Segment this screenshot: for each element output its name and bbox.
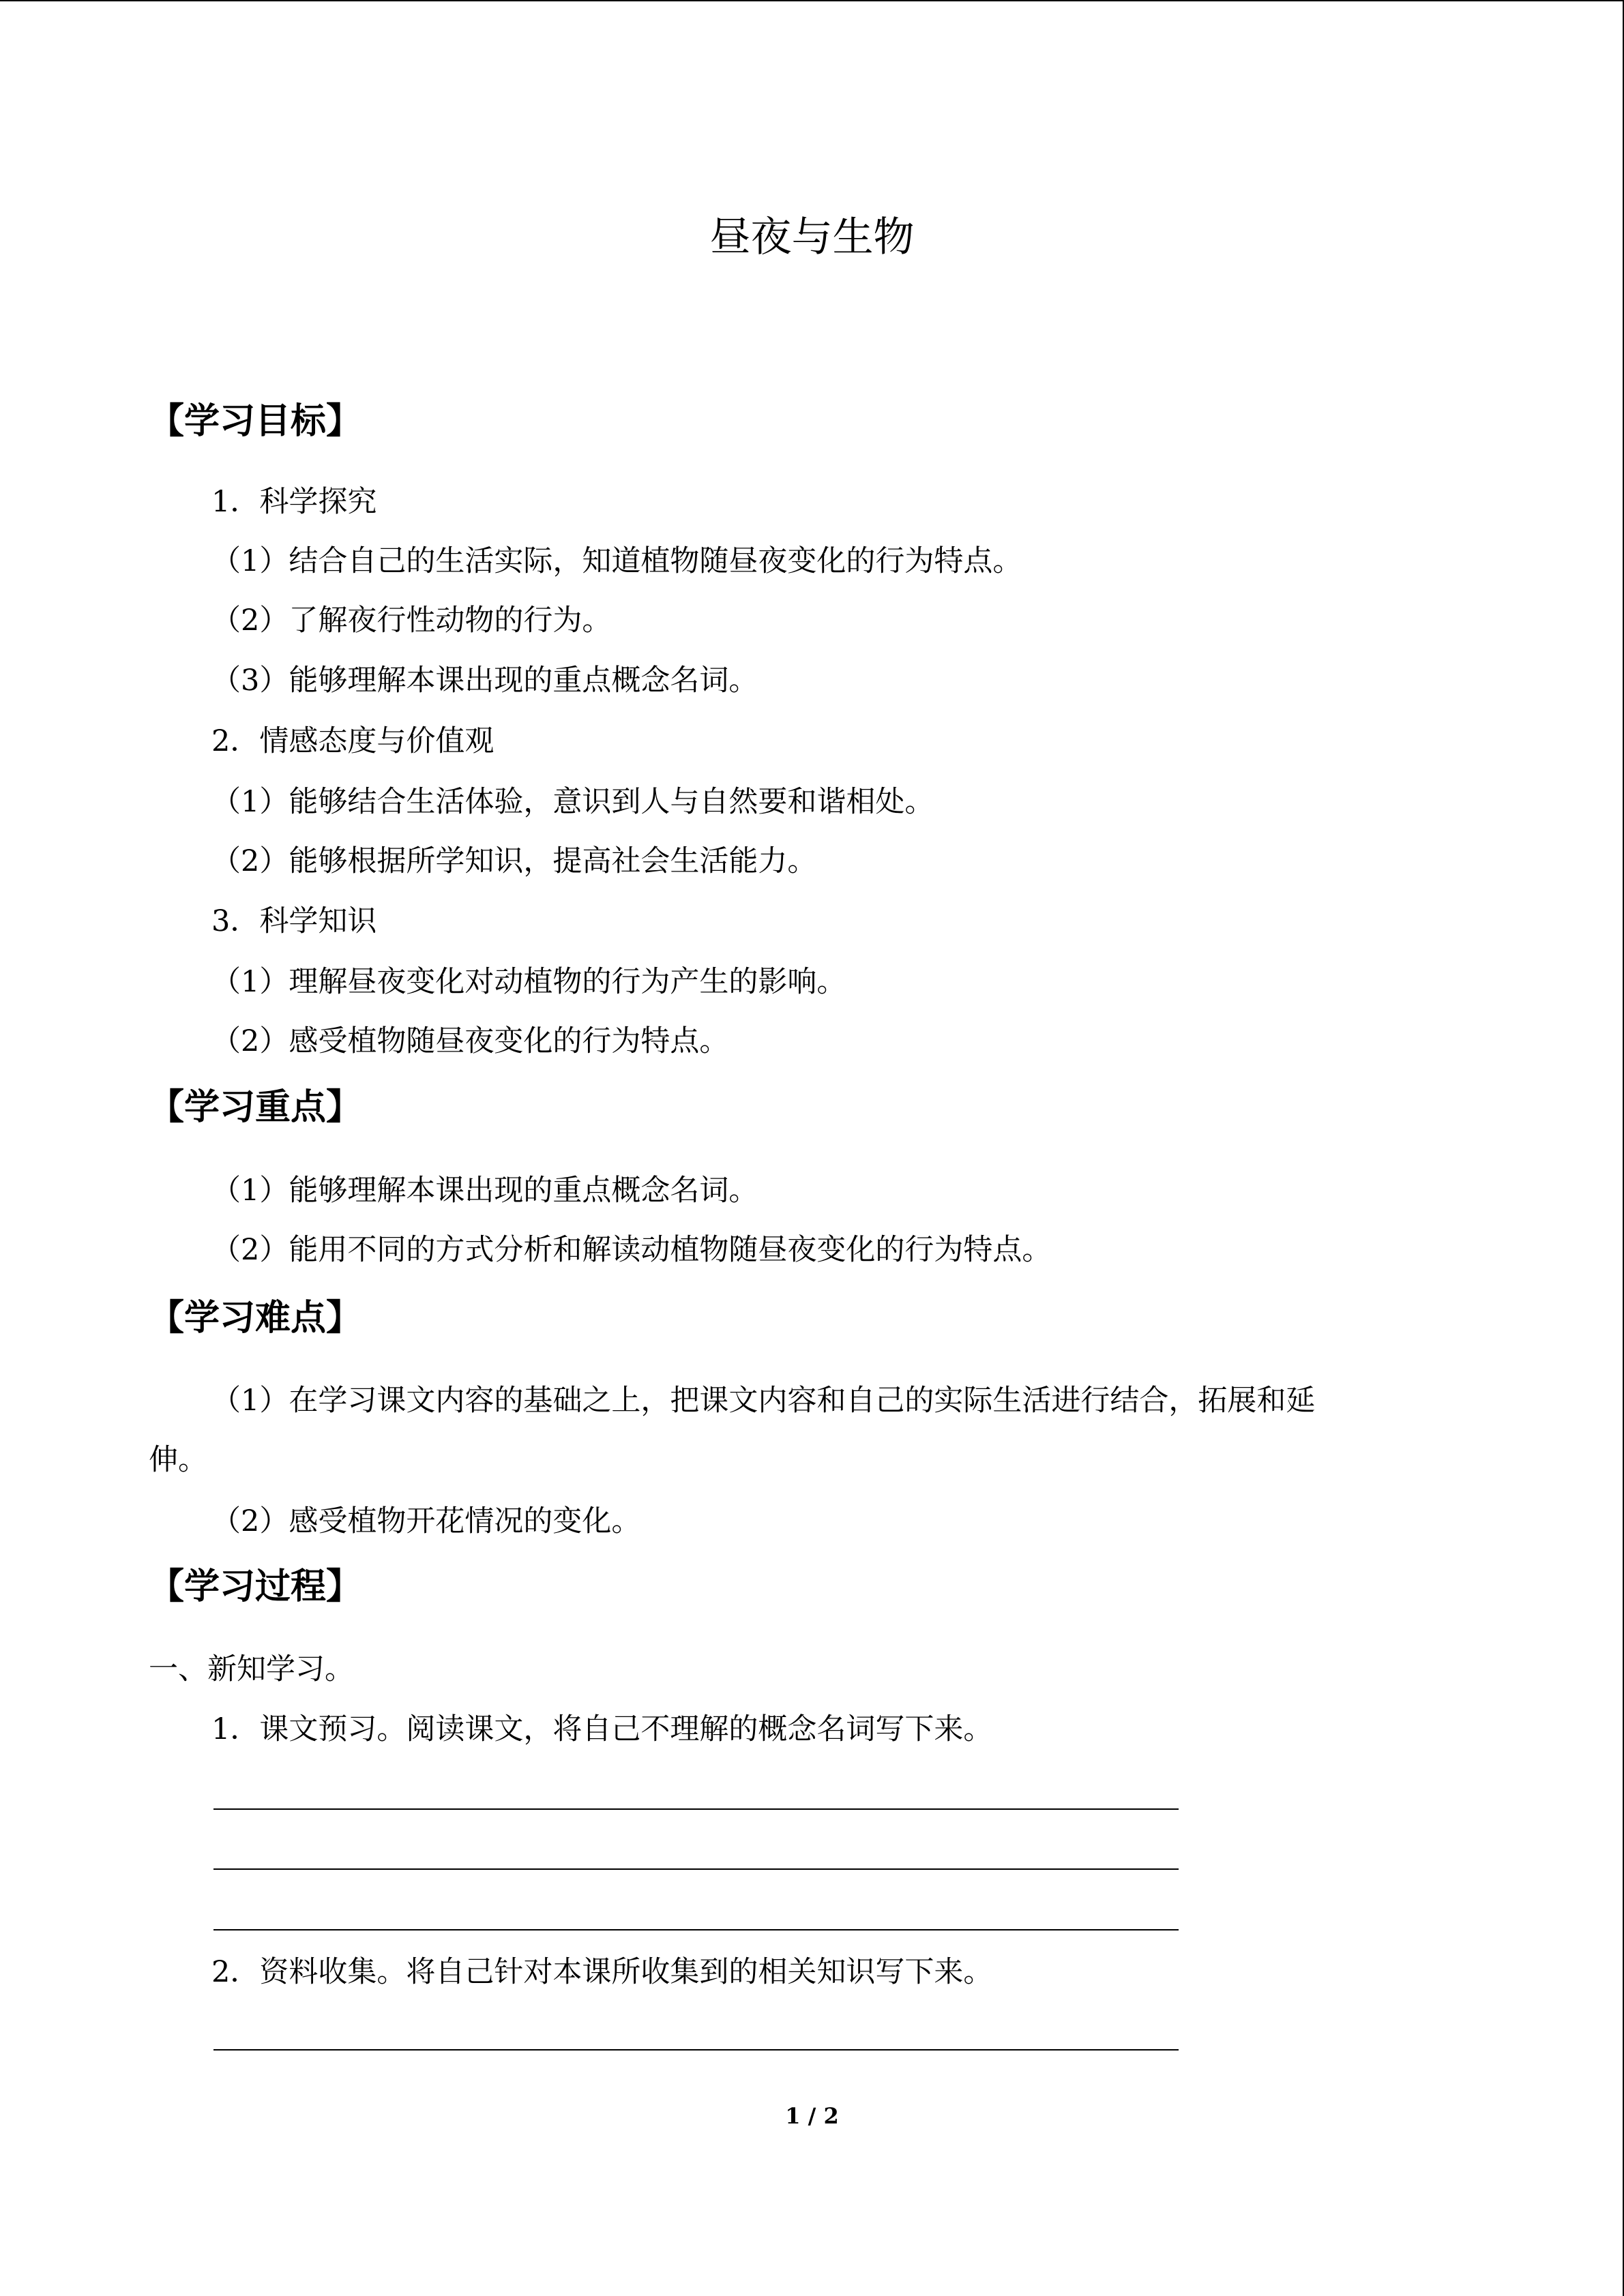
process-task-2: 2．资料收集。将自己针对本课所收集到的相关知识写下来。	[211, 1955, 993, 1989]
goals-item-3-2: （2）感受植物随昼夜变化的行为特点。	[211, 1024, 729, 1058]
goals-item-2: 2．情感态度与价值观	[211, 724, 494, 758]
goals-item-1: 1．科学探究	[211, 485, 377, 519]
difficulties-item-2: （2）感受植物开花情况的变化。	[211, 1504, 641, 1538]
goals-item-3: 3．科学知识	[211, 904, 377, 938]
process-task-1: 1．课文预习。阅读课文，将自己不理解的概念名词写下来。	[211, 1712, 993, 1746]
page-title: 昼夜与生物	[709, 213, 915, 261]
heading-difficulties: 【学习难点】	[149, 1298, 362, 1339]
key-points-item-1: （1）能够理解本课出现的重点概念名词。	[211, 1174, 758, 1208]
goals-item-1-2: （2）了解夜行性动物的行为。	[211, 603, 612, 638]
goals-item-3-1: （1）理解昼夜变化对动植物的行为产生的影响。	[211, 965, 846, 999]
goals-item-1-3: （3）能够理解本课出现的重点概念名词。	[211, 664, 758, 698]
heading-process: 【学习过程】	[149, 1566, 362, 1607]
answer-line[interactable]	[213, 1868, 1179, 1870]
answer-line[interactable]	[213, 2049, 1179, 2051]
goals-item-1-1: （1）结合自己的生活实际，知道植物随昼夜变化的行为特点。	[211, 544, 1022, 578]
heading-key-points: 【学习重点】	[149, 1087, 362, 1128]
difficulties-item-1-line-2: 伸。	[149, 1443, 207, 1477]
answer-line[interactable]	[213, 1808, 1179, 1810]
process-part-1: 一、新知学习。	[149, 1652, 354, 1686]
heading-goals: 【学习目标】	[149, 401, 362, 442]
answer-line[interactable]	[213, 1929, 1179, 1930]
page-number: 1 / 2	[785, 2103, 839, 2129]
difficulties-item-1-line-1: （1）在学习课文内容的基础之上，把课文内容和自己的实际生活进行结合，拓展和延	[211, 1384, 1316, 1418]
goals-item-2-1: （1）能够结合生活体验，意识到人与自然要和谐相处。	[211, 785, 934, 819]
goals-item-2-2: （2）能够根据所学知识，提高社会生活能力。	[211, 844, 817, 878]
key-points-item-2: （2）能用不同的方式分析和解读动植物随昼夜变化的行为特点。	[211, 1233, 1052, 1267]
